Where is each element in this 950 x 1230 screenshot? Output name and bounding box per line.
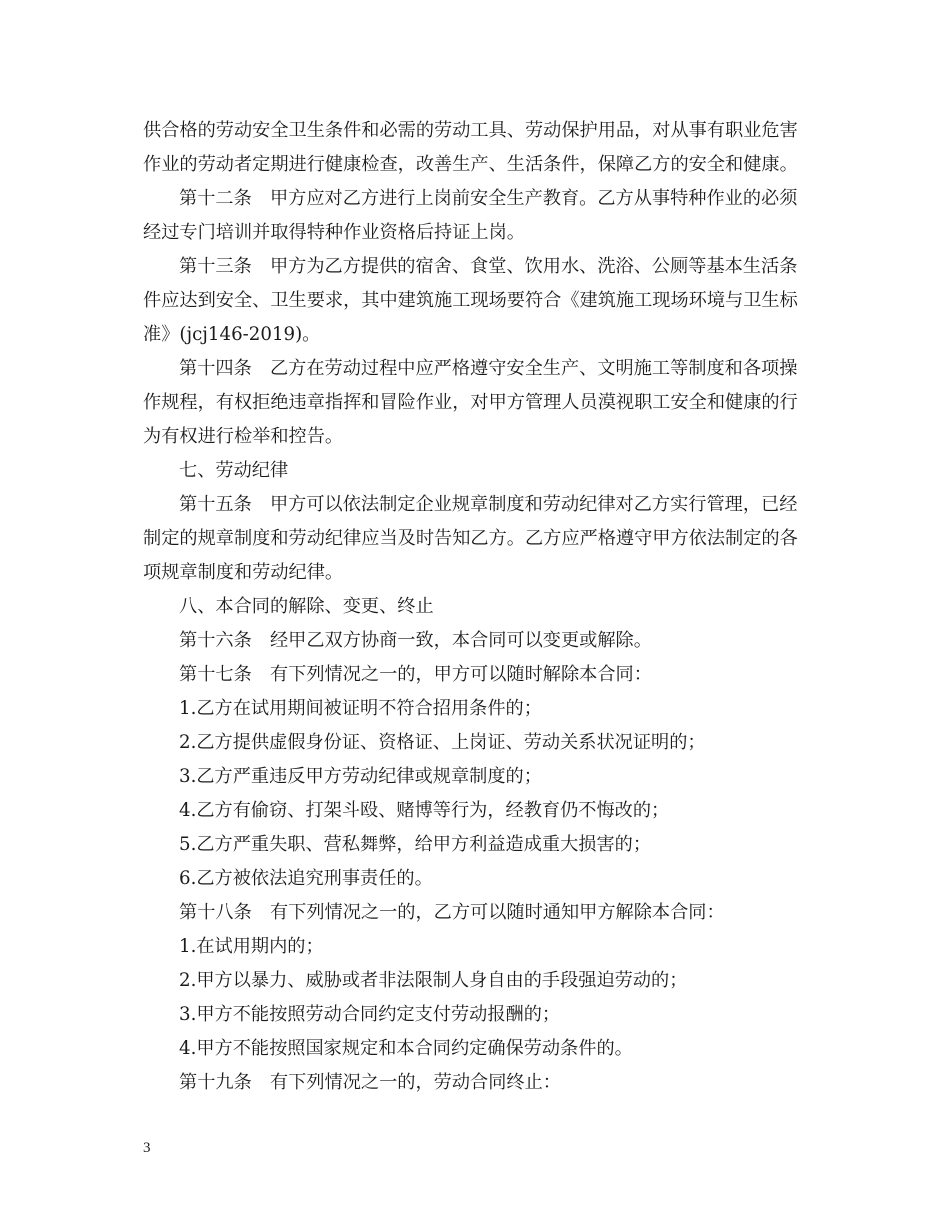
text-line: 2.乙方提供虚假身份证、资格证、上岗证、劳动关系状况证明的； — [179, 732, 706, 753]
text-line: 第十四条 乙方在劳动过程中应严格遵守安全生产、文明施工等制度和各项操 — [179, 358, 798, 379]
text-line: 第十三条 甲方为乙方提供的宿舍、食堂、饮用水、洗浴、公厕等基本生活条 — [179, 256, 798, 277]
text-line: 第十九条 有下列情况之一的，劳动合同终止： — [179, 1072, 561, 1093]
text-line: 为有权进行检举和控告。 — [143, 426, 344, 447]
text-line: 2.甲方以暴力、威胁或者非法限制人身自由的手段强迫劳动的； — [179, 970, 688, 991]
document-body — [143, 114, 813, 1100]
text-line: 第十五条 甲方可以依法制定企业规章制度和劳动纪律对乙方实行管理，已经 — [179, 494, 798, 515]
text-line: 项规章制度和劳动纪律。 — [143, 562, 344, 583]
text-line: 准》(jcj146-2019)。 — [143, 324, 321, 345]
text-line: 4.甲方不能按照国家规定和本合同约定确保劳动条件的。 — [179, 1038, 633, 1059]
text-line: 4.乙方有偷窃、打架斗殴、赌博等行为，经教育仍不悔改的； — [179, 800, 670, 821]
text-line: 作业的劳动者定期进行健康检查，改善生产、生活条件，保障乙方的安全和健康。 — [143, 154, 798, 175]
text-line: 1.乙方在试用期间被证明不符合招用条件的； — [179, 698, 542, 719]
text-line: 经过专门培训并取得特种作业资格后持证上岗。 — [143, 222, 525, 243]
text-line: 七、劳动纪律 — [179, 460, 289, 481]
text-line: 3.乙方严重违反甲方劳动纪律或规章制度的； — [179, 766, 542, 787]
text-line: 5.乙方严重失职、营私舞弊，给甲方利益造成重大损害的； — [179, 834, 652, 855]
text-line: 第十二条 甲方应对乙方进行上岗前安全生产教育。乙方从事特种作业的必须 — [179, 188, 798, 209]
text-line: 第十六条 经甲乙双方协商一致，本合同可以变更或解除。 — [179, 630, 652, 651]
text-line: 供合格的劳动安全卫生条件和必需的劳动工具、劳动保护用品，对从事有职业危害 — [143, 120, 798, 141]
text-line: 制定的规章制度和劳动纪律应当及时告知乙方。乙方应严格遵守甲方依法制定的各 — [143, 528, 798, 549]
text-line: 作规程，有权拒绝违章指挥和冒险作业，对甲方管理人员漠视职工安全和健康的行 — [143, 392, 798, 413]
page-number: 3 — [143, 1140, 151, 1156]
text-line: 1.在试用期内的； — [179, 936, 324, 957]
text-line: 第十七条 有下列情况之一的，甲方可以随时解除本合同： — [179, 664, 652, 685]
text-line: 件应达到安全、卫生要求，其中建筑施工现场要符合《建筑施工现场环境与卫生标 — [143, 290, 798, 311]
text-line: 6.乙方被依法追究刑事责任的。 — [179, 868, 433, 889]
text-line: 八、本合同的解除、变更、终止 — [179, 596, 434, 617]
text-line: 3.甲方不能按照劳动合同约定支付劳动报酬的； — [179, 1004, 561, 1025]
text-line: 第十八条 有下列情况之一的，乙方可以随时通知甲方解除本合同： — [179, 902, 725, 923]
